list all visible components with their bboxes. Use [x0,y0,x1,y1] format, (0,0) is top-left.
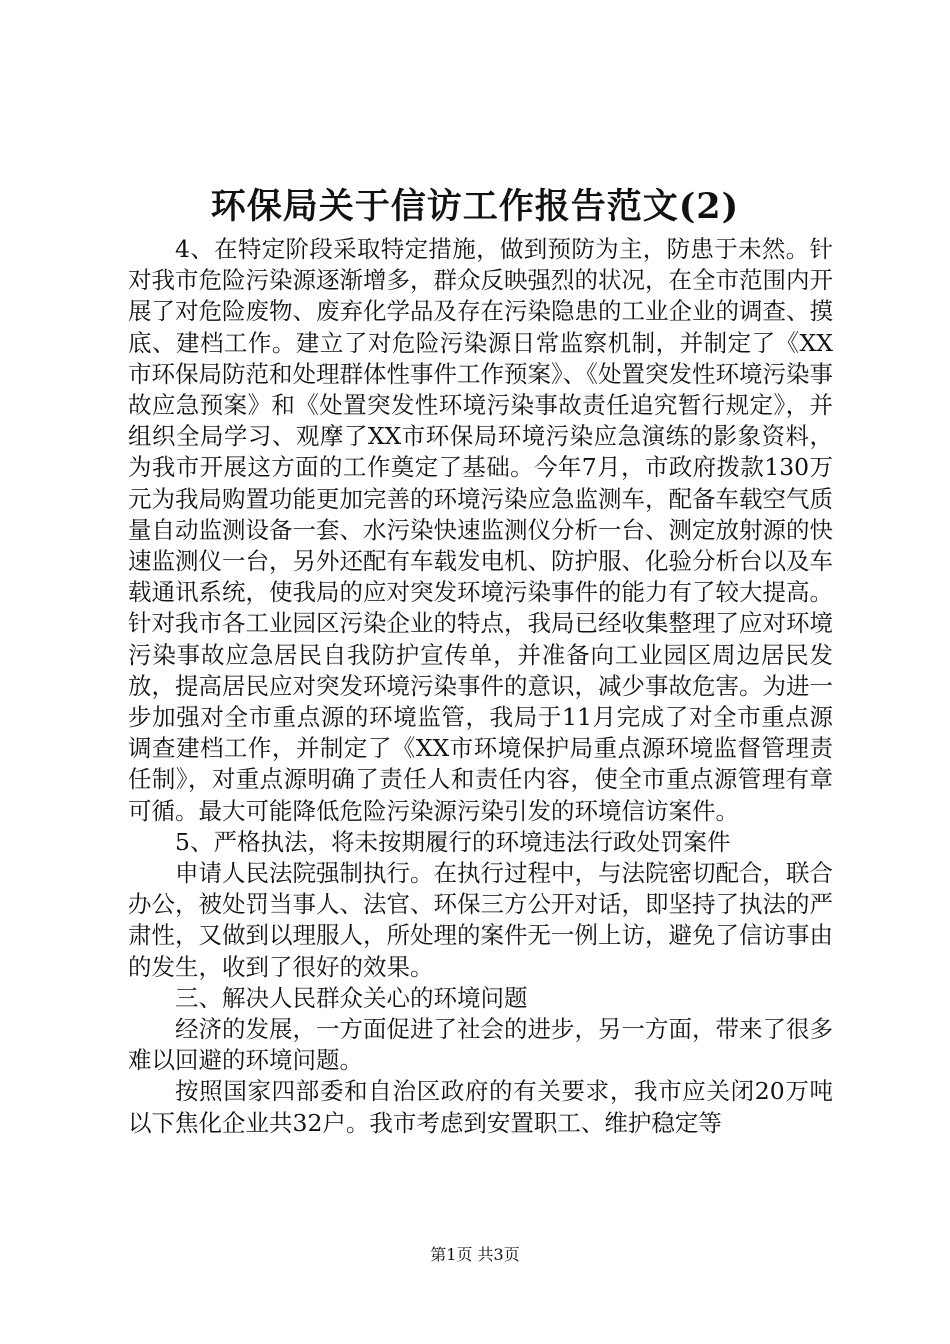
document-body [128,234,833,1139]
section-heading-three: 三、解决人民群众关心的环境问题 [175,983,528,1012]
paragraph-court-execution: 申请人民法院强制执行。在执行过程中，与法院密切配合，联合办公，被处罚当事人、法官、环保三方公开对话，即坚持了执法的严肃性，又做到以理服人，所处理的案件无一例上访，避免了信访事由的发生，收到了很好的效果。 [128,859,833,981]
paragraph-coking-enterprises: 按照国家四部委和自治区政府的有关要求，我市应关闭20万吨以下焦化企业共32户。我市考虑到安置职工、维护稳定等 [128,1077,833,1137]
page-footer: 第1页 共3页 [430,1245,520,1264]
document-title: 环保局关于信访工作报告范文(2) [210,186,740,227]
paragraph-enforcement-heading: 5、严格执法，将未按期履行的环境违法行政处罚案件 [175,827,731,856]
paragraph-measures: 4、在特定阶段采取特定措施，做到预防为主，防患于未然。针对我市危险污染源逐渐增多，群众反映强烈的状况，在全市范围内开展了对危险废物、废弃化学品及存在污染隐患的工业企业的调查、摸底、建档工作。建立了对危险污染源日常监察机制，并制定了《XX市环保局防范和处理群体性事件工作预案》、《处置突发性环境污染事故应急预案》和《处置突发性环境污染事故责任追究暂行规定》，并组织全局学习、观摩了XX市环保局环境污染应急演练的影象资料，为我市开展这方面的工作奠定了基础。今年7月，市政府拨款130万元为我局购置功能更加完善的环境污染应急监测车，配备车载空气质量自动监测设备一套、水污染快速监测仪分析一台、测定放射源的快速监测仪一台，另外还配有车载发电机、防护服、化验分析台以及车载通讯系统，使我局的应对突发环境污染事件的能力有了较大提高。针对我市各工业园区污染企业的特点，我局已经收集整理了应对环境污染事故应急居民自我防护宣传单，并准备向工业园区周边居民发放，提高居民应对突发环境污染事件的意识，减少事故危害。为进一步加强对全市重点源的环境监管，我局于11月完成了对全市重点源调查建档工作，并制定了《XX市环境保护局重点源环境监督管理责任制》，对重点源明确了责任人和责任内容，使全市重点源管理有章可循。最大可能降低危险污染源污染引发的环境信访案件。 [128,235,833,825]
paragraph-economic-development: 经济的发展，一方面促进了社会的进步，另一方面，带来了很多难以回避的环境问题。 [128,1015,833,1075]
